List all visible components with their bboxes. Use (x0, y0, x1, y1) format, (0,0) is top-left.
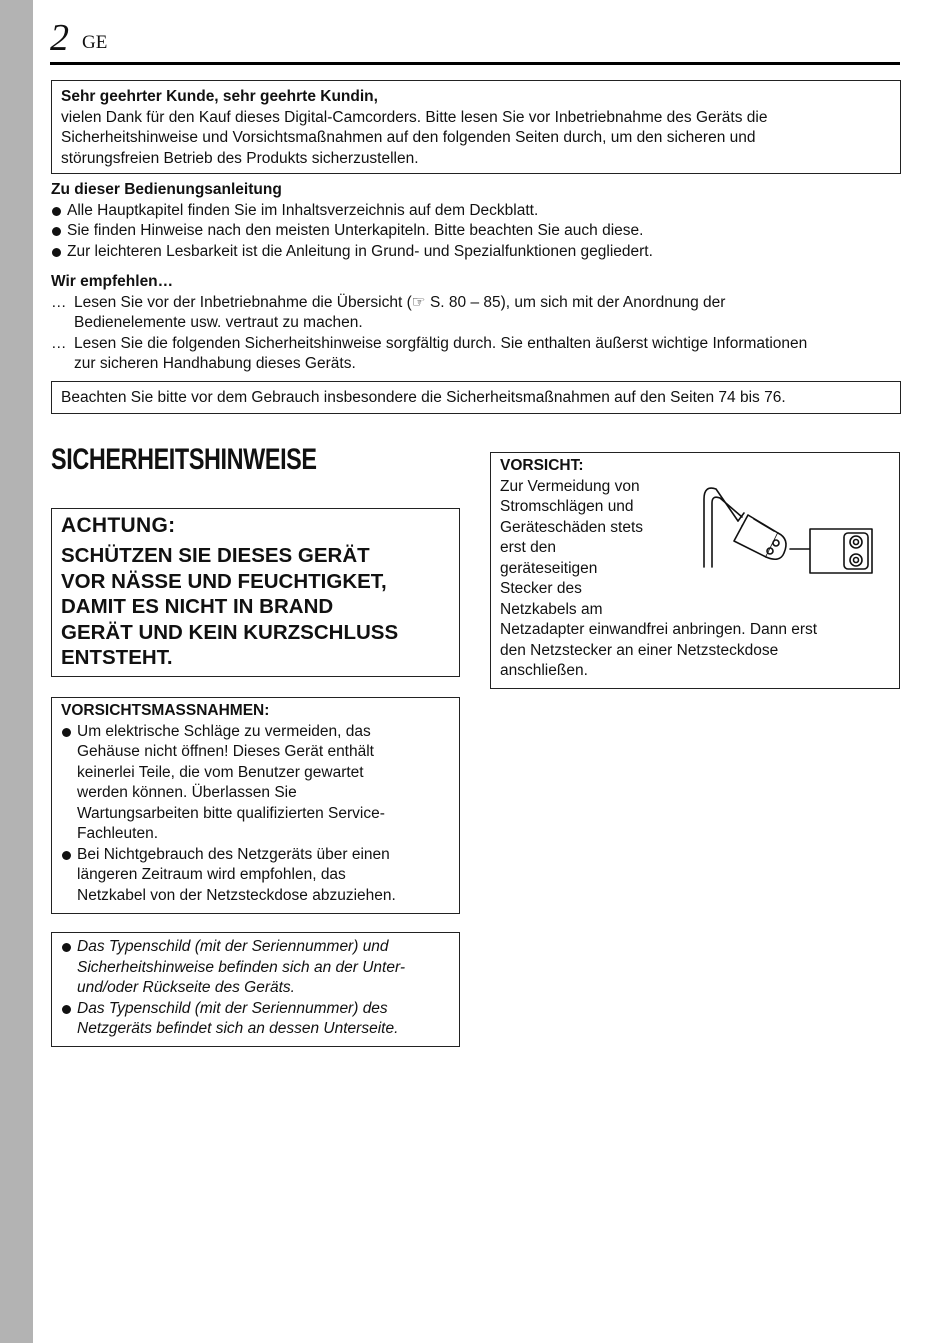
list-item-text: längeren Zeitraum wird empfohlen, das (77, 866, 346, 883)
nameplate-info-box (51, 932, 460, 1047)
list-item-text: Lesen Sie vor der Inbetriebnahme die Übersicht (☞ S. 80 – 85), um sich mit der Anordnung der (74, 293, 726, 311)
about-heading: Zu dieser Bedienungsanleitung (51, 181, 282, 198)
caution-line: anschließen. (500, 662, 588, 679)
caution-line: Stecker des (500, 580, 582, 597)
list-item (61, 722, 459, 845)
precautions-heading: VORSICHTSMASSNAHMEN: (61, 702, 270, 719)
page-number: 2 (50, 17, 69, 59)
caution-line: Geräteschäden stets (500, 518, 644, 536)
bullet-icon (62, 943, 71, 952)
list-item-text: Netzgeräts befindet sich an dessen Unterseite. (77, 1020, 399, 1037)
caution-line: Netzkabels am (500, 600, 603, 618)
list-item-text: Um elektrische Schläge zu vermeiden, das (77, 722, 371, 740)
warning-line: DAMIT ES NICHT IN BRAND (61, 595, 334, 618)
warning-heading: ACHTUNG: (61, 514, 176, 537)
list-item (51, 201, 911, 222)
intro-box (51, 80, 901, 174)
bullet-icon (52, 227, 61, 236)
caution-line: den Netzstecker an einer Netzsteckdose (500, 641, 779, 659)
caution-line: geräteseitigen (500, 559, 598, 577)
list-item-text: Netzkabel von der Netzsteckdose abzuziehen. (77, 886, 396, 904)
caution-line: Stromschlägen und (500, 498, 634, 515)
list-item (61, 937, 459, 999)
bullet-icon (52, 207, 61, 216)
power-plug-icon (686, 471, 881, 589)
about-manual-section (51, 180, 911, 262)
list-item (51, 334, 911, 375)
list-item-text: und/oder Rückseite des Geräts. (77, 979, 295, 996)
ellipsis-marker: … (51, 293, 67, 311)
caution-line: Netzadapter einwandfrei anbringen. Dann erst (500, 621, 818, 638)
list-item-text: Sicherheitshinweise befinden sich an der Unter- (77, 958, 405, 976)
notice-box (51, 381, 901, 414)
page-header (50, 14, 900, 65)
bullet-icon (62, 728, 71, 737)
list-item-text: Gehäuse nicht öffnen! Dieses Gerät enthält (77, 743, 374, 760)
list-item-text: Zur leichteren Lesbarkeit ist die Anleitung in Grund- und Spezialfunktionen gegliedert. (67, 242, 653, 260)
list-item (51, 293, 911, 334)
page-margin-bar (0, 0, 33, 1343)
caution-line: Zur Vermeidung von (500, 477, 640, 495)
list-item (51, 221, 911, 242)
caution-heading: VORSICHT: (500, 457, 584, 474)
list-item-text: Wartungsarbeiten bitte qualifizierten Service- (77, 804, 385, 822)
intro-line: störungsfreien Betrieb des Produkts sicherzustellen. (61, 149, 419, 167)
list-item-text: Lesen Sie die folgenden Sicherheitshinweise sorgfältig durch. Sie enthalten äußerst wichtige Informationen (74, 334, 808, 352)
bullet-icon (62, 851, 71, 860)
list-item-text: Das Typenschild (mit der Seriennummer) des (77, 999, 388, 1017)
list-item (61, 999, 459, 1040)
caution-box (490, 452, 900, 689)
caution-line: erst den (500, 539, 557, 556)
section-title: SICHERHEITSHINWEISE (51, 443, 317, 476)
list-item (61, 845, 459, 907)
list-item-text: Das Typenschild (mit der Seriennummer) und (77, 938, 389, 955)
ellipsis-marker: … (51, 334, 67, 352)
intro-greeting: Sehr geehrter Kunde, sehr geehrte Kundin, (61, 88, 378, 105)
recommend-section (51, 272, 911, 375)
warning-box (51, 508, 460, 677)
precautions-box (51, 697, 460, 914)
warning-line: VOR NÄSSE UND FEUCHTIGKET, (61, 569, 387, 593)
warning-line: SCHÜTZEN SIE DIESES GERÄT (61, 544, 370, 567)
list-item (51, 242, 911, 263)
intro-line: vielen Dank für den Kauf dieses Digital-Camcorders. Bitte lesen Sie vor Inbetriebnahme des Geräts die (61, 108, 768, 126)
list-item-text: Fachleuten. (77, 825, 158, 842)
list-item-text: zur sicheren Handhabung dieses Geräts. (74, 355, 356, 372)
list-item-text: keinerlei Teile, die vom Benutzer gewartet (77, 763, 364, 781)
intro-line: Sicherheitshinweise und Vorsichtsmaßnahmen auf den folgenden Seiten durch, um den sicheren und (61, 129, 756, 146)
list-item-text: Bedienelemente usw. vertraut zu machen. (74, 314, 363, 331)
language-code: GE (82, 32, 108, 53)
recommend-heading: Wir empfehlen… (51, 273, 174, 290)
list-item-text: Sie finden Hinweise nach den meisten Unterkapiteln. Bitte beachten Sie auch diese. (67, 222, 644, 239)
bullet-icon (62, 1005, 71, 1014)
notice-text: Beachten Sie bitte vor dem Gebrauch insbesondere die Sicherheitsmaßnahmen auf den Seiten 74 bis 76. (61, 389, 786, 406)
bullet-icon (52, 248, 61, 257)
warning-line: GERÄT UND KEIN KURZSCHLUSS (61, 620, 399, 644)
list-item-text: Bei Nichtgebrauch des Netzgeräts über einen (77, 845, 390, 863)
list-item-text: Alle Hauptkapitel finden Sie im Inhaltsverzeichnis auf dem Deckblatt. (67, 201, 539, 219)
list-item-text: werden können. Überlassen Sie (77, 784, 297, 801)
warning-line: ENTSTEHT. (61, 646, 173, 669)
